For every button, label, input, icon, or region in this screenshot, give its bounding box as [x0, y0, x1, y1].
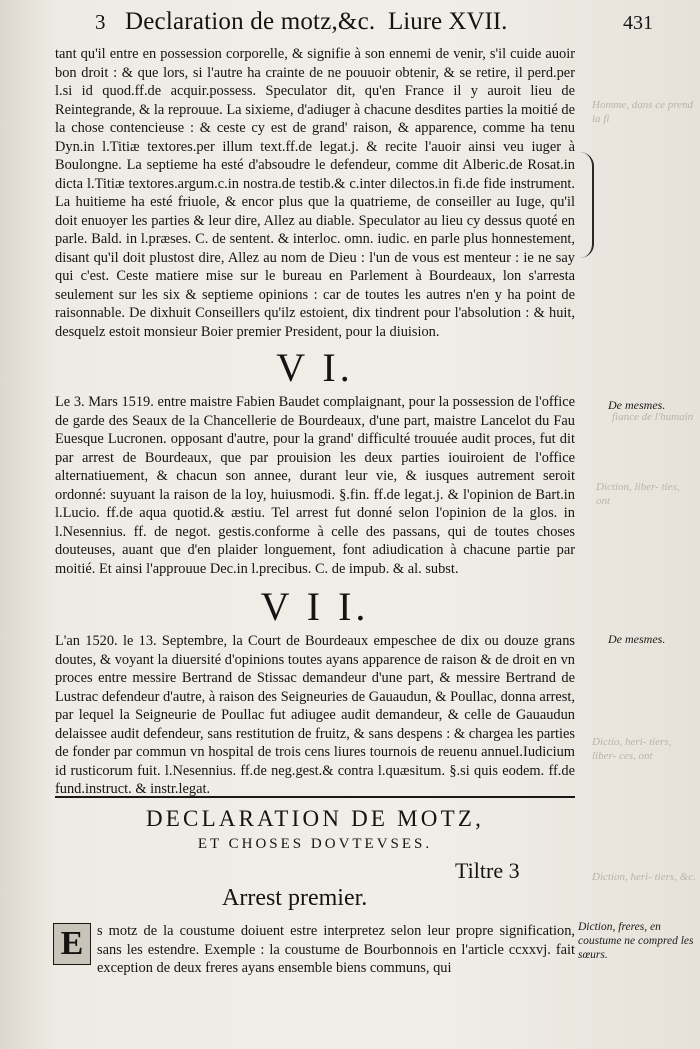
tiltre-label: Tiltre 3 [455, 858, 520, 883]
header-signature-mark: 3 [95, 10, 106, 34]
page-number: 431 [623, 12, 653, 34]
header-title: Declaration de motz,&c. [125, 8, 376, 35]
bleed-through-note: Homme, dans ce prend la fi [592, 99, 694, 125]
bleed-through-note: Dictio, heri- tiers, liber- ces, ont [592, 736, 672, 762]
section-numeral-vii: V I I. [260, 584, 370, 629]
drop-cap: E [53, 923, 91, 965]
section-rule [55, 796, 575, 798]
header-book: Liure XVII. [388, 8, 508, 35]
bleed-through-note: Diction, liber- ties, ont [596, 481, 680, 507]
chapter-title: DECLARATION DE MOTZ, [145, 806, 485, 831]
bleed-through-note: fiance de l'humain [612, 411, 694, 423]
arrest-heading: Arrest premier. [222, 885, 368, 911]
body-text [55, 45, 575, 799]
paragraph-vi: Le 3. Mars 1519. entre maistre Fabien Baudet complaignant, pour la possession de l'office de garde des Seaux de la Chancellerie de Bourdeaux, d'une part, maistre Lancelot du Fau Euesque Lucronen. opposant d'autre, pour la grand' difficulté trouuée audit proces, fut dit par arrest de Bourdeaux, que par prouision les deux parties iouiroient de l'office alternatiuement, & chacun son annee, durant leur vie, & iusques autrement seroit ordonné: suyuant la raison de la loy, huiusmodi. §.fin. ff.de legat.j. & l'opinion de Bart.in l.Lucio. ff.de aqua quotid.& æstiu. Tel arrest fut donné selon l'opinion de la glos. in l.Nesennius. ff. de negot. gestis.conforme à celle des passans, qui de toutes choses douteuses, auant que d'en plaider longuement, font adiudication à chacune partie par moitié. Et ainsi l'approuue Dec.in l.precibus. C. de impub. & al. subst. [55, 394, 575, 577]
bleed-through-note: Diction, heri- tiers, &c. [592, 871, 696, 883]
margin-brace [578, 152, 594, 258]
paragraph-final [55, 922, 575, 978]
margin-note-diction: Diction, freres, en coustume ne compred les sœurs. [578, 921, 694, 961]
margin-note-vi: De mesmes. [608, 398, 666, 412]
final-text: s motz de la coustume doiuent estre interpretez selon leur propre signification, sans les estendre. Exemple : la coustume de Bourbonnois en l'article ccxxvj. fait exception de deux freres ayans ensemble biens communs, qui [97, 923, 575, 976]
running-header [0, 6, 700, 40]
section-numeral-vi: V I. [276, 345, 354, 390]
paragraph-vii: L'an 1520. le 13. Septembre, la Court de Bourdeaux empeschee de dix ou douze grans doutes, & voyant la diuersité d'opinions toutes ayans apparence de raison & de droit en vn proces entre messire Bertrand de Stissac demandeur d'une part, & messire Bertrand de Lustrac defendeur d'autre, à raison des Seigneuries de Gauaudun, & Poullac, donna arrest, par lequel la Seigneurie de Poullac fut adiugee audit demandeur, & celle de Gauaudun delaissee audit defendeur, sans restitution de fruitz, & sans despens : & chargea les parties de fonder par commun vn hospital de trois cens liures tournois de reuenu annuel.Iudicium id rusticorum fuit. l.Nesennius. ff.de neg.gest.& contra l.quæsitum. §.si quis eodem. ff.de fund.instruct. & instr.legat. [55, 633, 575, 797]
chapter-subtitle: ET CHOSES DOVTEVSES. [197, 836, 433, 852]
margin-note-vii: De mesmes. [608, 632, 666, 646]
paragraph-intro: tant qu'il entre en possession corporelle, & signifie à son ennemi de venir, s'il cuide auoir bon droit : & que lors, si l'autre ha crainte de ne pouuoir obtenir, & se retire, il perd.per l.si id quod.ff.de acquir.possess. Speculator dit, qu'en France il y auroit lieu de Reintegrande, & la reprouue. La sixieme, d'adiuger à chacune desdites parties la moitié de la chose contencieuse : & ceste cy est de grand' raison, & apparence, comme ha tenu Dyn.in l.Titiæ textores.per illum text.ff.de legat.j. & recite l'auoir ainsi veu iuger à Boulongne. La septieme ha esté d'absoudre le defendeur, comme dit Alberic.de Rosat.in dicta l.Titiæ textores.argum.c.in nostra.de testib.& c.inter dilectos.in fi.de fide instrument. La huitieme ha esté friuole, & encor plus que la quatrieme, de conseiller au Iuge, qu'il doit enuoyer les parties & leur dire, Allez au diable. Speculator au lieu cy dessus quoté en parle. Bald. in l.præses. C. de sentent. & interloc. omn. iudic. en parle plus honnestement, disant qu'il doit plustost dire, Allez au nom de Dieu : l'un de vous est menteur : ie ne say qui c'est. Ceste matiere mise sur le bureau en Parlement à Bourdeaux, lon s'arresta seulement sur les six & septieme opinions : car de toutes les autres n'en y ha point de raisonnable. De dixhuit Conseillers qu'ilz estoient, dix tindrent pour l'absolution : & huit, desquelz estoit monsieur Boier premier President, pour la diuision. [55, 46, 575, 340]
